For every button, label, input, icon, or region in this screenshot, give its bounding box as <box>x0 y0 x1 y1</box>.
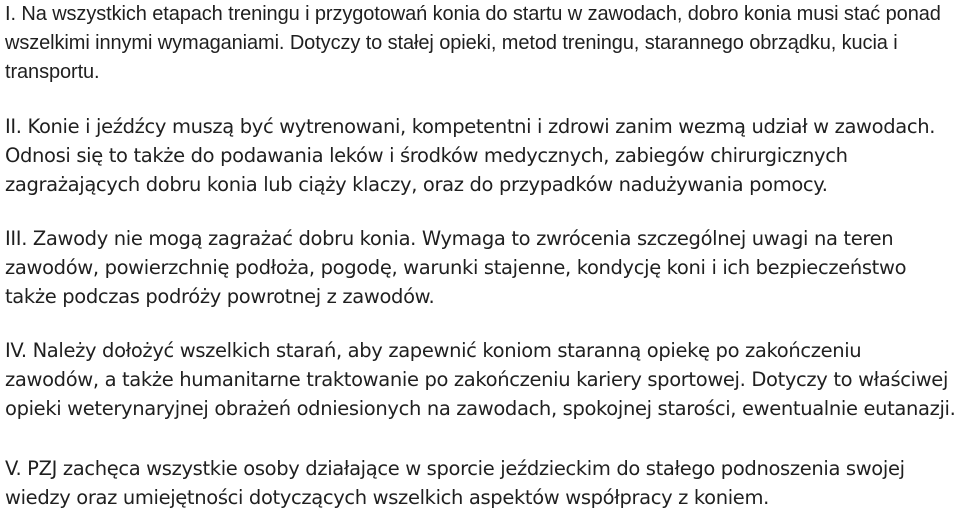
paragraph-3: III. Zawody nie mogą zagrażać dobru konia. Wymaga to zwrócenia szczególnej uwagi na teren zawodów, powierzchnię podłoża, pogodę, warunki stajenne, kondycję koni i ich bezpieczeństwo także podczas podróży powrotnej z zawodów. <box>5 227 907 308</box>
paragraph-4: IV. Należy dołożyć wszelkich starań, aby zapewnić koniom staranną opiekę po zakończeniu zawodów, a także humanitarne traktowanie po zakończeniu kariery sportowej. Dotyczy to właściwej opieki weterynaryjnej obrażeń odniesionych na zawodach, spokojnej starości, ewentualnie eutanazji. <box>5 339 956 420</box>
paragraph-1: I. Na wszystkich etapach treningu i przygotowań konia do startu w zawodach, dobro konia musi stać ponad wszelkimi innymi wymaganiami. Dotyczy to stałej opieki, metod treningu, starannego obrządku, kucia i transportu. <box>5 3 941 83</box>
paragraph-2: II. Konie i jeźdźcy muszą być wytrenowani, kompetentni i zdrowi zanim wezmą udział w zawodach. Odnosi się to także do podawania leków i środków medycznych, zabiegów chirurgicznych zagrażających dobru konia lub ciąży klaczy, oraz do przypadków nadużywania pomocy. <box>5 115 936 196</box>
paragraph-5: V. PZJ zachęca wszystkie osoby działające w sporcie jeździeckim do stałego podnoszenia swojej wiedzy oraz umiejętności dotyczących wszelkich aspektów współpracy z koniem. <box>5 457 905 509</box>
